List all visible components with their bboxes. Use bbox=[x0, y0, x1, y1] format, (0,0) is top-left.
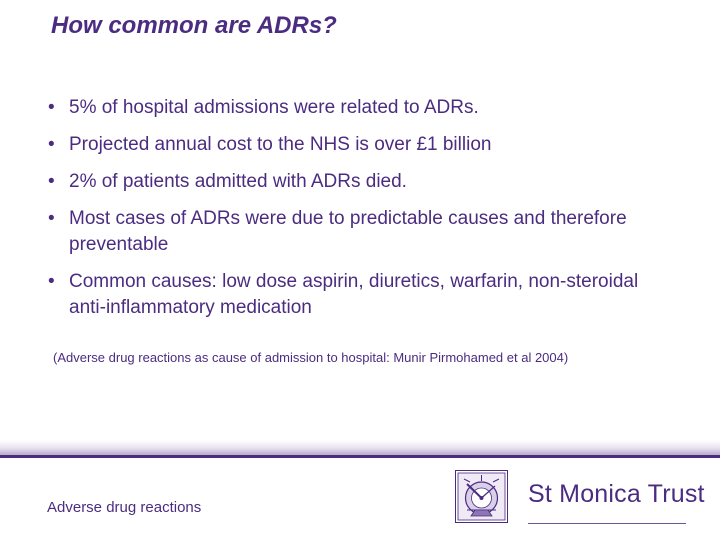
bullet-item: • 2% of patients admitted with ADRs died. bbox=[46, 169, 666, 195]
logo-wordmark: St Monica Trust bbox=[528, 480, 705, 508]
bullet-item: • Common causes: low dose aspirin, diuretics, warfarin, non-steroidal anti-inflammatory medication bbox=[46, 269, 666, 321]
footer-band bbox=[0, 440, 720, 455]
bullet-item: • Projected annual cost to the NHS is over £1 billion bbox=[46, 132, 666, 158]
bullet-item: • Most cases of ADRs were due to predictable causes and therefore preventable bbox=[46, 206, 666, 258]
citation: (Adverse drug reactions as cause of admission to hospital: Munir Pirmohamed et al 2004) bbox=[53, 350, 569, 365]
footer-label: Adverse drug reactions bbox=[47, 499, 202, 516]
sundial-emblem-icon bbox=[455, 470, 508, 523]
logo-underline bbox=[528, 523, 686, 524]
slide-title: How common are ADRs? bbox=[51, 12, 337, 39]
bullet-list bbox=[46, 95, 666, 332]
bullet-item: • 5% of hospital admissions were related to ADRs. bbox=[46, 95, 666, 121]
footer-divider bbox=[0, 455, 720, 458]
st-monica-trust-logo bbox=[455, 470, 705, 535]
